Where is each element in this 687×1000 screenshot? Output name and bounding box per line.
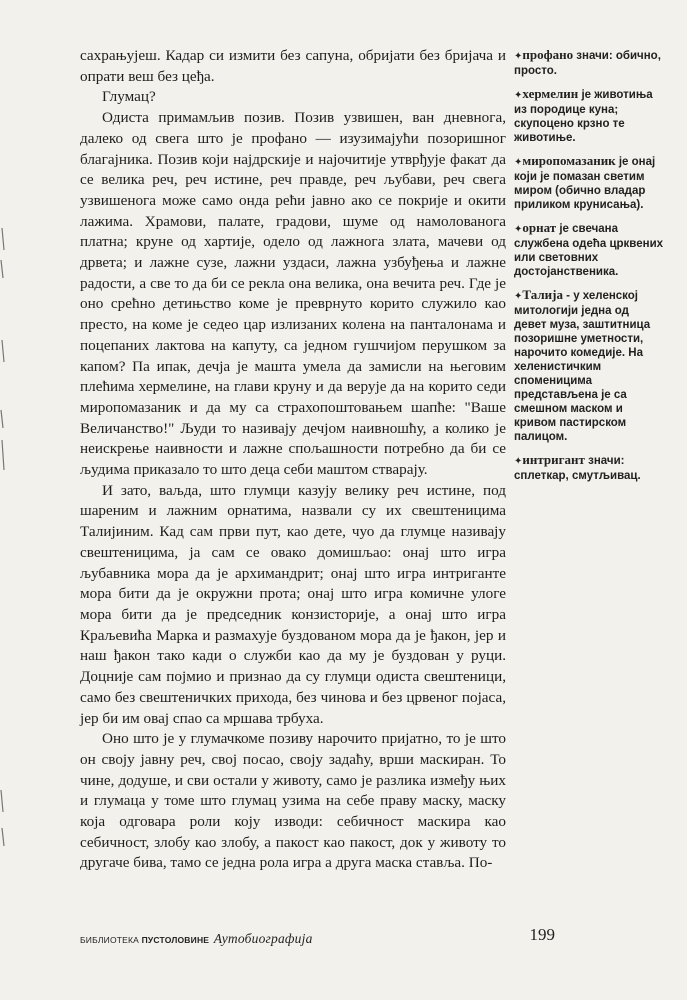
paragraph-2: Глумац? [102, 88, 156, 106]
glossary-definition: је животиња из породице куна; скупоцено крзно те животиње. [514, 89, 653, 144]
book-title: Аутобиографија [213, 931, 313, 946]
glossary-term: орнат [522, 220, 557, 235]
glossary-note [514, 288, 664, 444]
glossary-definition: значи: обично, просто. [514, 50, 661, 77]
star-icon: ✦ [514, 90, 523, 101]
glossary-term: хермелин [522, 86, 579, 101]
star-icon: ✦ [514, 291, 523, 302]
glossary-sidebar [514, 48, 664, 492]
series-prefix: БИБЛИОТЕКА [80, 935, 140, 945]
paragraph-5: Оно што је у глумачкоме позиву нарочито пријатно, то је што он своју јавну реч, свој посао, своју задаћу, врши маскиран. То чине, додуше, и сви остали у животу, само је разлика између њих и глумаца у томе што глумац узима на себе праву маску, маску која одговара роли коју изводи: себичност маскира као себичност, злобу као злобу, а пакост као пакост, док у животу то другаче бива, тамо се једна рола игра а друга маска ставља. По- [80, 730, 506, 872]
glossary-term: миропомазаник [522, 153, 616, 168]
glossary-definition: - у хеленској митологији једна од девет муза, заштитница позоришне уметности, нарочито комедије. На хеленистичким споменицима представљена је са смешном маском и кривом пастирском палицом. [514, 290, 651, 443]
star-icon: ✦ [514, 224, 523, 235]
paragraph-3: Одиста примамљив позив. Позив узвишен, ван дневнога, далеко од свега што је профано — изузимајући позоришног благајника. Позив који најдрскије и најочитије утврђује факат да се велика реч, реч истине, реч правде, реч љубави, реч свега узвишенога може само онда рећи јавно ако се покрије и окити лажима. Храмови, палате, градови, шуме од намолованога платна; круне од хартије, одело од лажнога злата, мачеви од дрвета; и лажне сузе, лажни уздаси, лажна узбуђења и лажне радости, а све то да би се рекла она велика, она вечита реч. Где је оно срећно детињство коме је преврнуто корито служило као престо, на коме је седео цар излизаних колена на панталонама и поцепаних лактова на капуту, са једном гушчијом перушком за капом? Па ипак, дечја је машта умела да замисли на његовим плећима хермелине, на глави круну и да верује да на корито седи миропомазаник и да му са страхопоштовањем шапће: "Ваше Величанство!" Људи то називају дечјом наивношћу, а колико је неискрење наивности и лажне спољашности потребно да би се људима приказало то што деца себи маштом стварају. [80, 109, 506, 479]
star-icon: ✦ [514, 456, 523, 467]
page-number: 199 [529, 925, 555, 944]
scan-edge-marks [0, 0, 14, 1000]
star-icon: ✦ [514, 51, 523, 62]
page-footer [80, 925, 555, 947]
star-icon: ✦ [514, 157, 523, 168]
series-title [80, 931, 313, 947]
glossary-note [514, 154, 664, 212]
paragraph-1: сахрањујеш. Кадар си измити без сапуна, обријати без бријача и опрати веш без цеђа. [80, 47, 506, 85]
glossary-term: профано [522, 47, 574, 62]
glossary-term: Талија [522, 287, 563, 302]
glossary-note [514, 221, 664, 279]
glossary-definition: је свечана службена одећа црквених или световних достојанственика. [514, 223, 664, 278]
glossary-definition: је онај који је помазан светим миром (обично владар приликом крунисања). [514, 156, 656, 211]
main-text-column [80, 46, 506, 874]
glossary-term: интригант [522, 452, 585, 467]
glossary-note [514, 48, 664, 78]
glossary-note [514, 453, 664, 483]
series-name: ПУСТОЛОВИНЕ [141, 935, 210, 945]
paragraph-4: И зато, ваљда, што глумци казују велику реч истине, под шареним и лажним орнатима, назвали су их свештеницима Талијиним. Кад сам први пут, као дете, чуо да глумце називају свештеницима, ја сам се овако домишљао: онај што игра љубавника мора да је архимандрит; онај што игра интриганте мора бити да је окружни прота; онај што игра комичне улоге мора бити да је председник конзисторије, а онај што игра Краљевића Марка и размахује буздованом мора да је ђакон, јер и наш ђакон тако кади о служби као да му је буздован у руци. Доцније сам појмио и признао да су глумци одиста свештеници, само без свештеничких прихода, без чинова и без црвеног појаса, јер би им овај спао са мршава трбуха. [80, 481, 506, 727]
glossary-note [514, 87, 664, 145]
glossary-definition: значи: сплеткар, смутљивац. [514, 455, 641, 482]
